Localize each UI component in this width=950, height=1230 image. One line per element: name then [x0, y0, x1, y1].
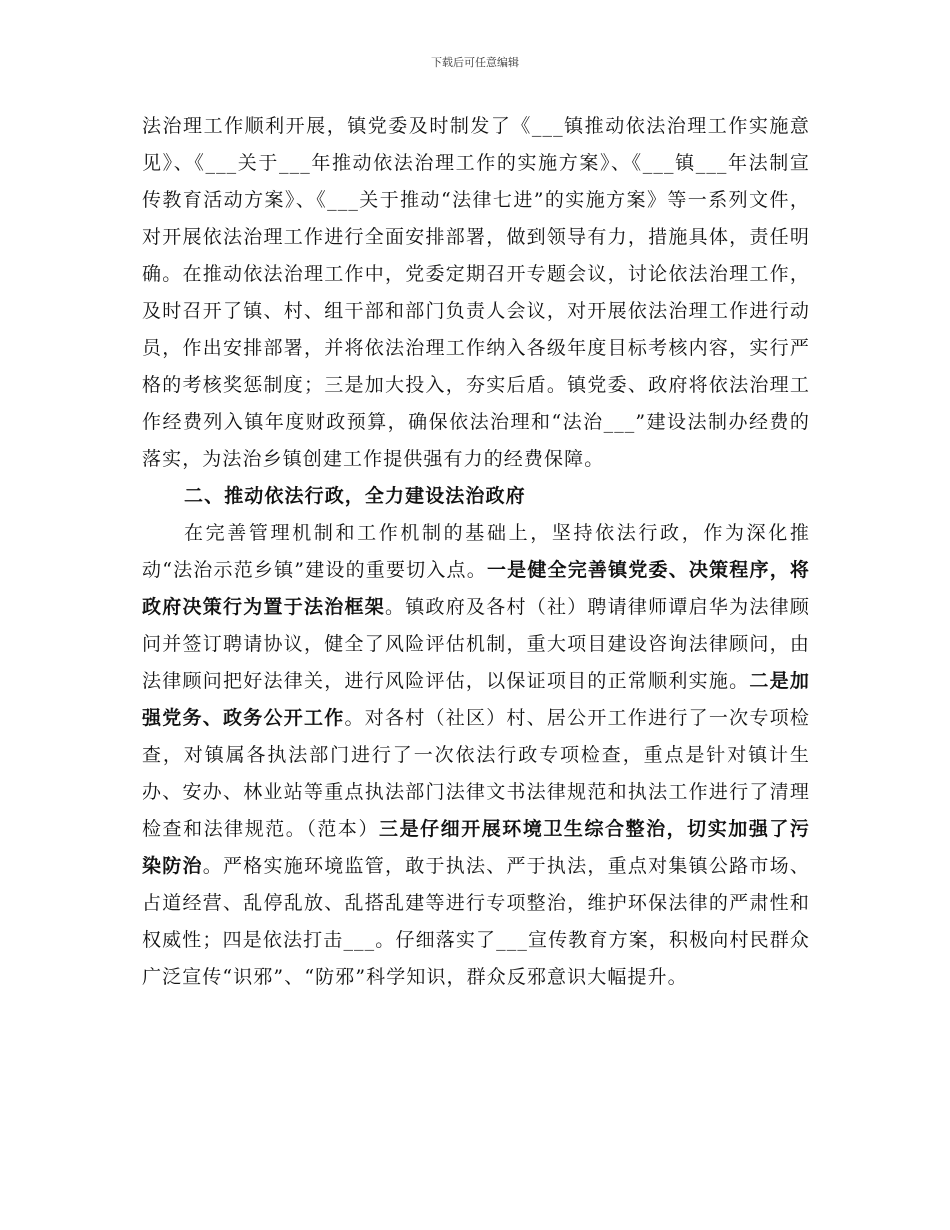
page-header: 下载后可任意编辑 — [431, 56, 519, 69]
text-segment: 。镇政府及各村（社）聘请律师谭启华为法律顾问并签订聘请协议，健全了风险评估机制，重大项目建设咨询法律顾问，由法律顾问把好法律关，进行风险评估，以保证项目的正常顺利实施。 — [142, 596, 810, 692]
bold-point-1: 一是健全完善镇党委、决策程序，将政府决策行为置于法治框架 — [142, 559, 810, 618]
bold-point-2: 二是加强党务、政务公开工作 — [142, 670, 810, 729]
text-segment: 。对各村（社区）村、居公开工作进行了一次专项检查，对镇属各执法部门进行了一次依法行政专项检查，重点是针对镇计生办、安办、林业站等重点执法部门法律文书法律规范和执法工作进行了清理检查和法律规范。（范本） — [142, 707, 810, 840]
bold-point-3: 三是仔细开展环境卫生综合整治，切实加强了污染防治 — [142, 818, 810, 877]
paragraph-2 — [142, 515, 810, 996]
section-heading-2: 二、推动依法行政，全力建设法治政府 — [184, 485, 526, 507]
text-segment: 。严格实施环境监管，敢于执法、严于执法，重点对集镇公路市场、占道经营、乱停乱放、乱搭乱建等进行专项整治，维护环保法律的严肃性和权威性；四是依法打击___。仔细落实了___宣传教育方案，积极向村民群众广泛宣传“识邪”、“防邪”科学知识，群众反邪意识大幅提升。 — [142, 855, 810, 988]
paragraph-1: 法治理工作顺利开展，镇党委及时制发了《___镇推动依法治理工作实施意见》、《___关于___年推动依法治理工作的实施方案》、《___镇___年法制宣传教育活动方案》、《___关于推动“法律七进”的实施方案》等一系列文件，对开展依法治理工作进行全面安排部署，做到领导有力，措施具体，责任明确。在推动依法治理工作中，党委定期召开专题会议，讨论依法治理工作，及时召开了镇、村、组干部和部门负责人会议，对开展依法治理工作进行动员，作出安排部署，并将依法治理工作纳入各级年度目标考核内容，实行严格的考核奖惩制度；三是加大投入，夯实后盾。镇党委、政府将依法治理工作经费列入镇年度财政预算，确保依法治理和“法治___”建设法制办经费的落实，为法治乡镇创建工作提供强有力的经费保障。 — [142, 115, 810, 470]
text-segment: 在完善管理机制和工作机制的基础上，坚持依法行政，作为深化推动“法治示范乡镇”建设的重要切入点。 — [142, 522, 810, 581]
document-body — [142, 108, 810, 996]
